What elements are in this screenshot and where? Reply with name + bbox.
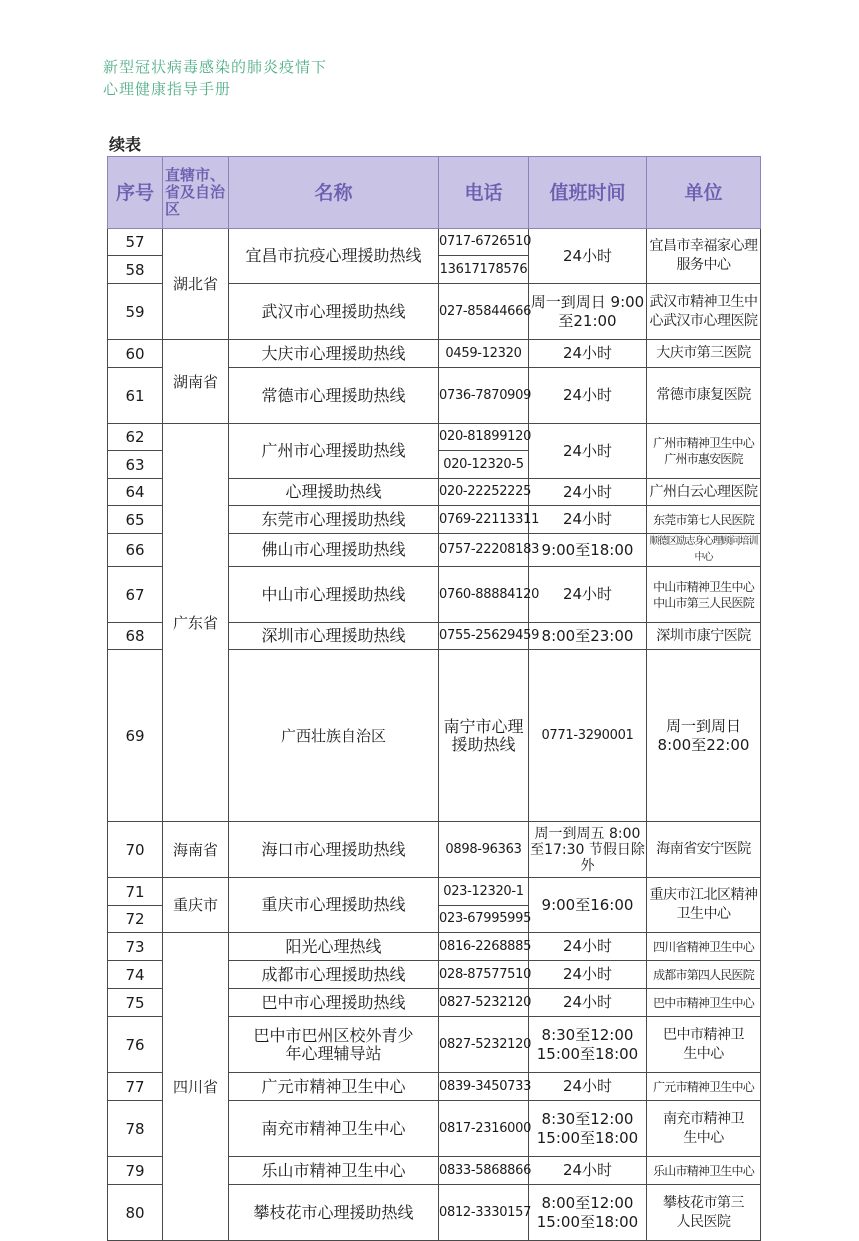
duty-cell: 24小时	[529, 424, 647, 479]
seq-cell: 65	[108, 506, 163, 534]
seq-cell: 59	[108, 284, 163, 340]
table-row	[108, 229, 761, 256]
duty-cell: 24小时	[529, 567, 647, 623]
unit-cell: 常德市康复医院	[647, 368, 761, 424]
phone-cell: 0769-22113311	[439, 506, 529, 534]
column-header-unit: 单位	[647, 157, 761, 229]
continued-label: 续表	[109, 135, 142, 154]
phone-cell: 0717-6726510	[439, 229, 529, 256]
duty-cell: 24小时	[529, 1157, 647, 1185]
phone-cell: 0839-3450733	[439, 1073, 529, 1101]
phone-cell: 023-12320-1	[439, 878, 529, 906]
phone-cell: 0817-2316000	[439, 1101, 529, 1157]
phone-cell: 0757-22208183	[439, 534, 529, 567]
phone-cell: 0736-7870909	[439, 368, 529, 424]
duty-cell: 24小时	[529, 506, 647, 534]
table-row	[108, 933, 761, 961]
province-cell: 重庆市	[163, 878, 229, 933]
phone-cell: 0771-3290001	[529, 650, 647, 822]
province-cell: 广东省	[163, 424, 229, 822]
duty-cell: 周一到周五 8:00至17:30 节假日除外	[529, 822, 647, 878]
seq-cell: 58	[108, 256, 163, 284]
table-row	[108, 340, 761, 368]
seq-cell: 78	[108, 1101, 163, 1157]
duty-cell: 24小时	[529, 229, 647, 284]
phone-cell: 0833-5868866	[439, 1157, 529, 1185]
seq-cell: 72	[108, 906, 163, 933]
phone-cell: 020-22252225	[439, 479, 529, 506]
name-cell: 中山市心理援助热线	[229, 567, 439, 623]
header-line-2: 心理健康指导手册	[103, 80, 232, 98]
document-header	[103, 56, 327, 100]
seq-cell: 77	[108, 1073, 163, 1101]
seq-cell: 61	[108, 368, 163, 424]
duty-cell: 周一到周日 8:00至22:00	[647, 650, 761, 822]
phone-cell: 020-81899120	[439, 424, 529, 451]
seq-cell: 66	[108, 534, 163, 567]
name-cell: 广州市心理援助热线	[229, 424, 439, 479]
unit-cell: 大庆市第三医院	[647, 340, 761, 368]
duty-cell: 9:00至18:00	[529, 534, 647, 567]
unit-cell: 四川省精神卫生中心	[647, 933, 761, 961]
name-cell: 乐山市精神卫生中心	[229, 1157, 439, 1185]
duty-cell: 24小时	[529, 1073, 647, 1101]
unit-cell: 海南省安宁医院	[647, 822, 761, 878]
province-cell: 湖北省	[163, 229, 229, 340]
province-cell: 海南省	[163, 822, 229, 878]
unit-cell: 乐山市精神卫生中心	[647, 1157, 761, 1185]
seq-cell: 70	[108, 822, 163, 878]
seq-cell: 73	[108, 933, 163, 961]
name-cell: 宜昌市抗疫心理援助热线	[229, 229, 439, 284]
name-cell: 心理援助热线	[229, 479, 439, 506]
name-cell: 常德市心理援助热线	[229, 368, 439, 424]
unit-cell: 东莞市第七人民医院	[647, 506, 761, 534]
phone-cell: 0816-2268885	[439, 933, 529, 961]
name-cell: 南宁市心理援助热线	[439, 650, 529, 822]
name-cell: 南充市精神卫生中心	[229, 1101, 439, 1157]
duty-cell: 8:00至23:00	[529, 623, 647, 650]
unit-cell: 深圳市康宁医院	[647, 623, 761, 650]
table-row	[108, 424, 761, 451]
seq-cell: 76	[108, 1017, 163, 1073]
duty-cell: 24小时	[529, 368, 647, 424]
seq-cell: 67	[108, 567, 163, 623]
seq-cell: 75	[108, 989, 163, 1017]
unit-cell: 广元市精神卫生中心	[647, 1073, 761, 1101]
unit-cell: 武汉市精神卫生中心武汉市心理医院	[647, 284, 761, 340]
duty-cell: 24小时	[529, 961, 647, 989]
unit-cell: 宜昌市幸福家心理服务中心	[647, 229, 761, 284]
column-header-phone: 电话	[439, 157, 529, 229]
seq-cell: 74	[108, 961, 163, 989]
duty-cell: 24小时	[529, 479, 647, 506]
name-cell: 重庆市心理援助热线	[229, 878, 439, 933]
phone-cell: 0812-3330157	[439, 1185, 529, 1241]
seq-cell: 71	[108, 878, 163, 906]
name-cell: 巴中市心理援助热线	[229, 989, 439, 1017]
seq-cell: 63	[108, 451, 163, 479]
seq-cell: 80	[108, 1185, 163, 1241]
duty-cell: 8:30至12:00 15:00至18:00	[529, 1101, 647, 1157]
phone-cell: 0760-88884120	[439, 567, 529, 623]
phone-cell: 0755-25629459	[439, 623, 529, 650]
header-line-1: 新型冠状病毒感染的肺炎疫情下	[103, 58, 328, 76]
unit-cell: 广州市精神卫生中心 广州市惠安医院	[647, 424, 761, 479]
name-cell: 阳光心理热线	[229, 933, 439, 961]
phone-cell: 0459-12320	[439, 340, 529, 368]
name-cell: 海口市心理援助热线	[229, 822, 439, 878]
duty-cell: 8:30至12:00 15:00至18:00	[529, 1017, 647, 1073]
column-header-province: 直辖市、省及自治区	[163, 157, 229, 229]
name-cell: 佛山市心理援助热线	[229, 534, 439, 567]
unit-cell: 巴中市精神卫生中心	[647, 989, 761, 1017]
province-cell: 广西壮族自治区	[229, 650, 439, 822]
phone-cell: 0827-5232120	[439, 1017, 529, 1073]
seq-cell: 64	[108, 479, 163, 506]
phone-cell: 020-12320-5	[439, 451, 529, 479]
seq-cell: 79	[108, 1157, 163, 1185]
unit-cell: 南充市精神卫生中心	[647, 1101, 761, 1157]
name-cell: 广元市精神卫生中心	[229, 1073, 439, 1101]
duty-cell: 24小时	[529, 933, 647, 961]
phone-cell: 13617178576	[439, 256, 529, 284]
unit-cell: 攀枝花市第三人民医院	[647, 1185, 761, 1241]
seq-cell: 60	[108, 340, 163, 368]
name-cell: 武汉市心理援助热线	[229, 284, 439, 340]
phone-cell: 027-85844666	[439, 284, 529, 340]
name-cell: 深圳市心理援助热线	[229, 623, 439, 650]
phone-cell: 0827-5232120	[439, 989, 529, 1017]
phone-cell: 023-67995995	[439, 906, 529, 933]
unit-cell: 顺德区励志身心理顾问培训中心	[647, 534, 761, 567]
seq-cell: 68	[108, 623, 163, 650]
hotline-table	[107, 156, 761, 1241]
duty-cell: 9:00至16:00	[529, 878, 647, 933]
seq-cell: 62	[108, 424, 163, 451]
column-header-seq: 序号	[108, 157, 163, 229]
name-cell: 巴中市巴州区校外青少年心理辅导站	[229, 1017, 439, 1073]
table-header-row	[108, 157, 761, 229]
column-header-name: 名称	[229, 157, 439, 229]
table-row	[108, 878, 761, 906]
duty-cell: 24小时	[529, 989, 647, 1017]
province-cell: 四川省	[163, 933, 229, 1241]
unit-cell: 巴中市精神卫生中心	[647, 1017, 761, 1073]
unit-cell: 重庆市江北区精神卫生中心	[647, 878, 761, 933]
name-cell: 成都市心理援助热线	[229, 961, 439, 989]
duty-cell: 24小时	[529, 340, 647, 368]
duty-cell: 8:00至12:00 15:00至18:00	[529, 1185, 647, 1241]
unit-cell: 广州白云心理医院	[647, 479, 761, 506]
phone-cell: 0898-96363	[439, 822, 529, 878]
phone-cell: 028-87577510	[439, 961, 529, 989]
unit-cell: 成都市第四人民医院	[647, 961, 761, 989]
unit-cell: 中山市精神卫生中心 中山市第三人民医院	[647, 567, 761, 623]
duty-cell: 周一到周日 9:00至21:00	[529, 284, 647, 340]
seq-cell: 57	[108, 229, 163, 256]
table-row	[108, 822, 761, 878]
province-cell: 湖南省	[163, 340, 229, 424]
name-cell: 东莞市心理援助热线	[229, 506, 439, 534]
name-cell: 攀枝花市心理援助热线	[229, 1185, 439, 1241]
seq-cell: 69	[108, 650, 163, 822]
column-header-duty: 值班时间	[529, 157, 647, 229]
name-cell: 大庆市心理援助热线	[229, 340, 439, 368]
